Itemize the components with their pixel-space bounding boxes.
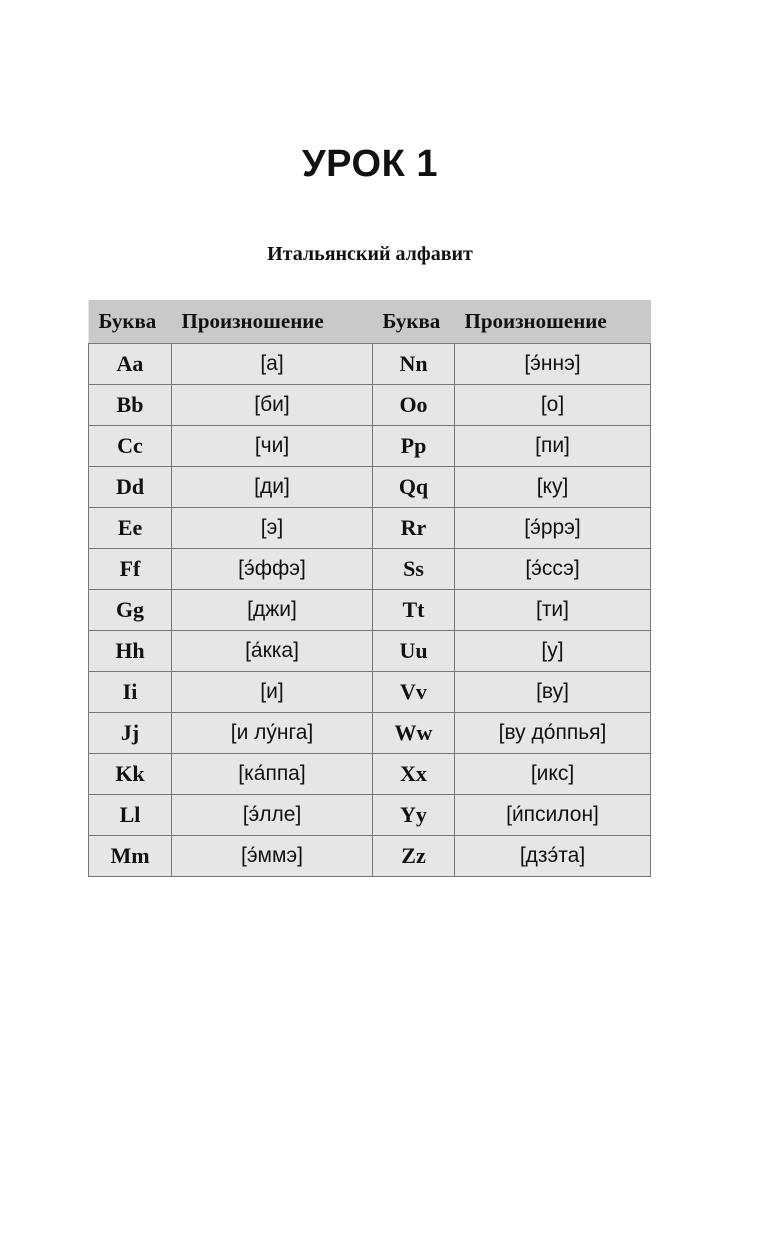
table-row [89, 467, 651, 508]
pronunciation-cell: [пи] [455, 426, 651, 467]
header-pronunciation-1: Произношение [172, 300, 373, 344]
table-row [89, 631, 651, 672]
letter-cell: Ii [89, 672, 172, 713]
pronunciation-cell: [и́псилон] [455, 795, 651, 836]
pronunciation-cell: [ку] [455, 467, 651, 508]
lesson-title: УРОК 1 [302, 143, 438, 185]
pronunciation-cell: [джи] [172, 590, 373, 631]
pronunciation-cell: [ву до́ппья] [455, 713, 651, 754]
alphabet-subtitle: Итальянский алфавит [267, 243, 473, 265]
letter-cell: Zz [373, 836, 455, 877]
table-row [89, 344, 651, 385]
letter-cell: Qq [373, 467, 455, 508]
pronunciation-cell: [а́кка] [172, 631, 373, 672]
table-row [89, 549, 651, 590]
letter-cell: Gg [89, 590, 172, 631]
pronunciation-cell: [э́ррэ] [455, 508, 651, 549]
pronunciation-cell: [э́ммэ] [172, 836, 373, 877]
pronunciation-cell: [э] [172, 508, 373, 549]
letter-cell: Pp [373, 426, 455, 467]
letter-cell: Ff [89, 549, 172, 590]
letter-cell: Aa [89, 344, 172, 385]
header-pronunciation-2: Произношение [455, 300, 651, 344]
table-row [89, 836, 651, 877]
pronunciation-cell: [чи] [172, 426, 373, 467]
letter-cell: Ll [89, 795, 172, 836]
pronunciation-cell: [э́ффэ] [172, 549, 373, 590]
pronunciation-cell: [ди] [172, 467, 373, 508]
letter-cell: Hh [89, 631, 172, 672]
pronunciation-cell: [икс] [455, 754, 651, 795]
letter-cell: Bb [89, 385, 172, 426]
letter-cell: Rr [373, 508, 455, 549]
table-row [89, 426, 651, 467]
alphabet-table [88, 300, 651, 877]
table-row [89, 385, 651, 426]
table-row [89, 713, 651, 754]
table-header-row [89, 300, 651, 344]
pronunciation-cell: [би] [172, 385, 373, 426]
letter-cell: Ww [373, 713, 455, 754]
pronunciation-cell: [ка́ппа] [172, 754, 373, 795]
pronunciation-cell: [ти] [455, 590, 651, 631]
pronunciation-cell: [э́лле] [172, 795, 373, 836]
pronunciation-cell: [э́ссэ] [455, 549, 651, 590]
letter-cell: Oo [373, 385, 455, 426]
pronunciation-cell: [у] [455, 631, 651, 672]
letter-cell: Ss [373, 549, 455, 590]
letter-cell: Uu [373, 631, 455, 672]
letter-cell: Mm [89, 836, 172, 877]
table-row [89, 590, 651, 631]
letter-cell: Yy [373, 795, 455, 836]
pronunciation-cell: [о] [455, 385, 651, 426]
pronunciation-cell: [ву] [455, 672, 651, 713]
pronunciation-cell: [a] [172, 344, 373, 385]
letter-cell: Dd [89, 467, 172, 508]
table-row [89, 795, 651, 836]
letter-cell: Vv [373, 672, 455, 713]
pronunciation-cell: [и лу́нга] [172, 713, 373, 754]
letter-cell: Xx [373, 754, 455, 795]
letter-cell: Tt [373, 590, 455, 631]
letter-cell: Jj [89, 713, 172, 754]
letter-cell: Nn [373, 344, 455, 385]
table-row [89, 754, 651, 795]
pronunciation-cell: [дзэ́та] [455, 836, 651, 877]
table-row [89, 672, 651, 713]
header-letter-2: Буква [373, 300, 455, 344]
letter-cell: Kk [89, 754, 172, 795]
pronunciation-cell: [э́ннэ] [455, 344, 651, 385]
letter-cell: Cc [89, 426, 172, 467]
header-letter-1: Буква [89, 300, 172, 344]
pronunciation-cell: [и] [172, 672, 373, 713]
letter-cell: Ee [89, 508, 172, 549]
table-row [89, 508, 651, 549]
